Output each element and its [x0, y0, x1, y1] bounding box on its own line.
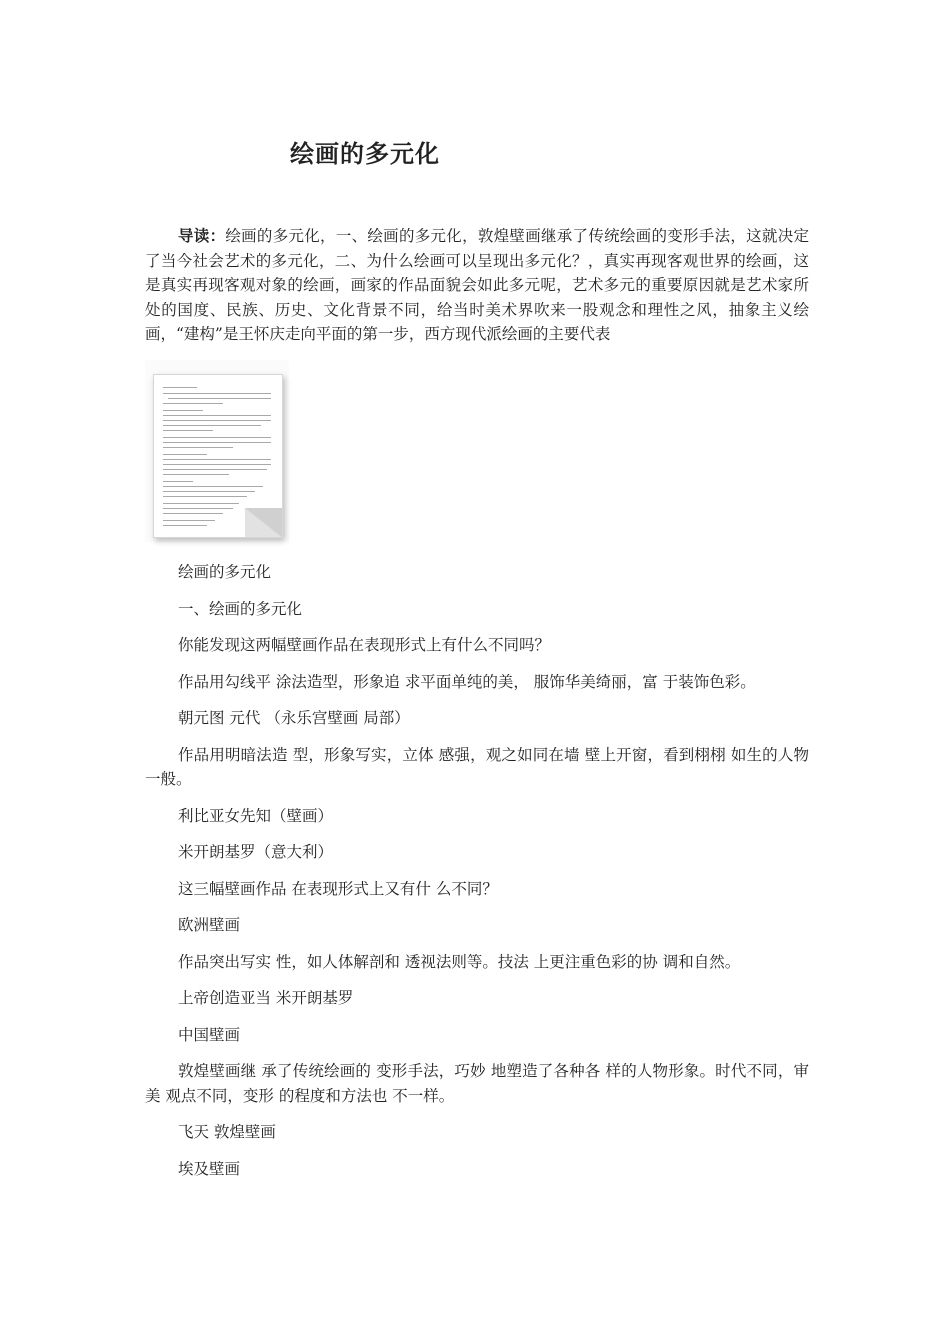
body-paragraph: 利比亚女先知（壁画） — [178, 806, 334, 825]
document-thumbnail — [145, 360, 289, 542]
body-paragraph: 上帝创造亚当 米开朗基罗 — [178, 989, 354, 1007]
body-paragraph: 中国壁画 — [178, 1025, 241, 1044]
body-paragraph: 敦煌壁画继 承了传统绘画的 变形手法，巧妙 地塑造了各种各 样的人物形象。时代不同，审美 观点不同，变形 的程度和方法也 不一样。 — [145, 1062, 809, 1105]
body-paragraph: 这三幅壁画作品 在表现形式上又有什 么不同？ — [178, 879, 498, 898]
body-paragraph: 飞天 敦煌壁画 — [178, 1123, 276, 1141]
body-paragraph: 米开朗基罗（意大利） — [178, 843, 334, 861]
document-title: 绘画的多元化 — [290, 140, 440, 168]
body-paragraph: 一、绘画的多元化 — [178, 599, 303, 618]
intro-paragraph — [145, 224, 809, 347]
document-page-icon — [153, 374, 283, 538]
intro-label: 导读： — [178, 226, 226, 245]
body-paragraph: 埃及壁画 — [178, 1159, 241, 1178]
body-paragraph: 欧洲壁画 — [178, 916, 241, 934]
body-paragraph: 朝元图 元代 （永乐宫壁画 局部） — [178, 709, 410, 727]
body-paragraph: 你能发现这两幅壁画作品在表现形式上有什么不同吗？ — [178, 636, 551, 654]
body-paragraph: 作品用勾线平 涂法造型，形象追 求平面单纯的美， 服饰华美绮丽，富 于装饰色彩。 — [178, 672, 756, 691]
intro-text: 绘画的多元化，一、绘画的多元化，敦煌壁画继承了传统绘画的变形手法，这就决定了当今社会艺术的多元化，二、为什么绘画可以呈现出多元化？，真实再现客观世界的绘画，这是真实再现客观对象的绘画，画家的作品面貌会如此多元呢，艺术多元的重要原因就是艺术家所处的国度、民族、历史、文化背景不同，给当时美术界吹来一股观念和理性之风，抽象主义绘画，“建构”是王怀庆走向平面的第一步，西方现代派绘画的主要代表 — [145, 227, 809, 343]
body-paragraph: 绘画的多元化 — [178, 563, 272, 581]
body-paragraphs — [145, 560, 809, 1193]
body-paragraph: 作品突出写实 性，如人体解剖和 透视法则等。技法 上更注重色彩的协 调和自然。 — [178, 952, 741, 971]
body-paragraph: 作品用明暗法造 型，形象写实，立体 感强，观之如同在墙 壁上开窗，看到栩栩 如生的人物一般。 — [145, 745, 809, 788]
